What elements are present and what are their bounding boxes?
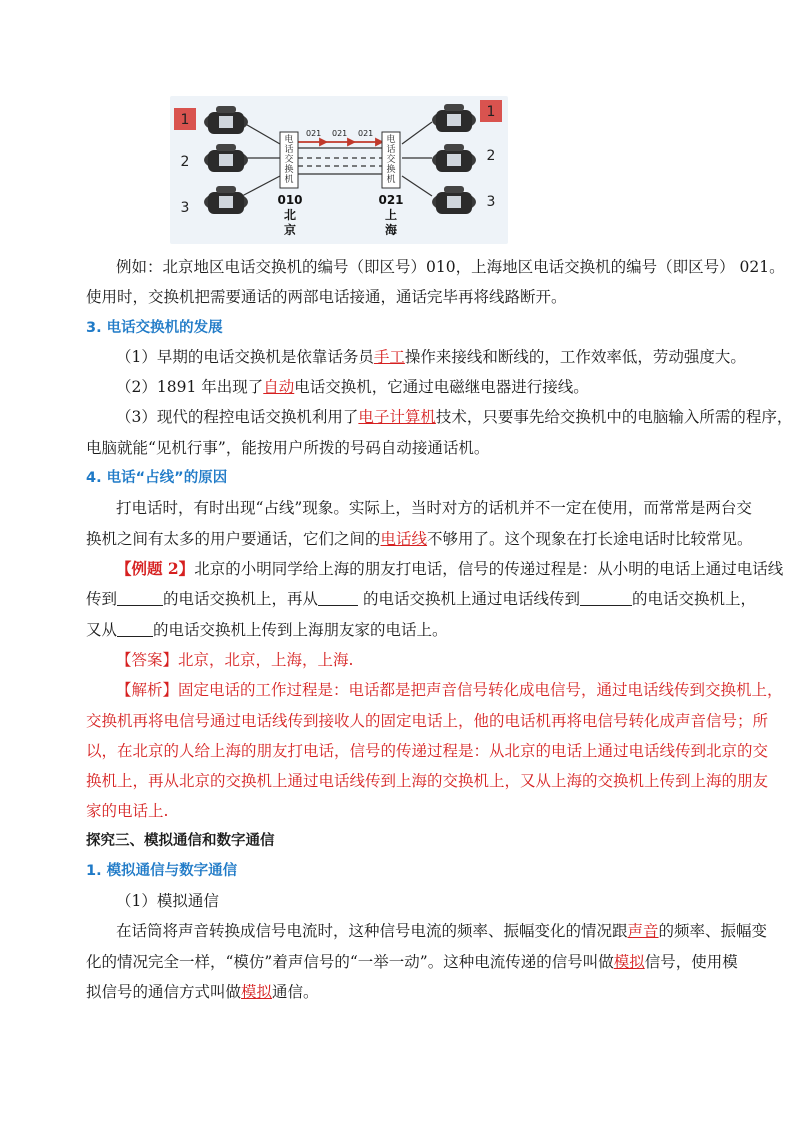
para5-line3: [86, 981, 726, 1003]
para5-keyword-2: 模拟: [613, 953, 645, 971]
item2: [116, 376, 726, 398]
telephone-icon: [204, 186, 248, 214]
analysis-tag: 【解析】: [116, 681, 179, 699]
item3-keyword: 电子计算机: [358, 408, 436, 426]
para5-line1b: 的频率、振幅变: [658, 922, 768, 940]
item1-keyword: 手工: [373, 348, 405, 366]
signal-label-2: 021: [332, 129, 348, 138]
para4-line2: [86, 528, 753, 550]
right-switch-char-2: 话: [386, 145, 396, 155]
para4-line2b: 不够用了。这个现象在打长途电话时比较常见。: [427, 530, 753, 548]
right-switch-char-4: 换: [386, 165, 396, 175]
para5-line2a: 化的情况完全一样，“模仿”着声信号的“一举一动”。这种电流传递的信号叫做: [86, 953, 614, 971]
left-city-1: 北: [283, 208, 297, 222]
para5-keyword-3: 模拟: [241, 983, 273, 1001]
item3-line2: 电脑就能“见机行事”，能按用户所拨的号码自动接通话机。: [86, 439, 490, 457]
para1-line2: 使用时，交换机把需要通话的两部电话接通，通话完毕再将线路断开。: [86, 288, 567, 306]
example-line2d: 的电话交换机上，: [631, 590, 756, 608]
item1: [116, 346, 746, 368]
sub-1: （1）模拟通信: [116, 892, 219, 910]
left-switch-char-2: 话: [284, 145, 294, 155]
analysis-line3: 以，在北京的人给上海的朋友打电话，信号的传递过程是：从北京的电话上通过电话线传到北京的交: [86, 742, 769, 760]
signal-label-1: 021: [306, 129, 322, 138]
right-switch-char-5: 机: [386, 175, 396, 185]
item1-b: 操作来接线和断线的，工作效率低，劳动强度大。: [404, 348, 746, 366]
right-city-2: 海: [384, 223, 398, 237]
right-city-1: 上: [384, 208, 398, 222]
right-number-3: 3: [486, 194, 496, 210]
example-line2a: 传到: [86, 590, 118, 608]
left-switch-char-4: 换: [284, 165, 294, 175]
answer-text: 北京，北京，上海，上海.: [178, 651, 354, 669]
blank-1[interactable]: [117, 589, 163, 606]
analysis-line2: 交换机再将电信号通过电话线传到接收人的固定电话上，他的电话机再将电信号转化成声音信号；所: [86, 712, 769, 730]
para5-line3a: 拟信号的通信方式叫做: [86, 983, 242, 1001]
heading-3-1: 1. 模拟通信与数字通信: [86, 863, 238, 879]
para5-line2: [86, 951, 738, 973]
heading-4: 4. 电话“占线”的原因: [86, 470, 228, 486]
left-switch-char-3: 交: [284, 155, 294, 165]
telephone-icon: [204, 144, 248, 172]
telephone-icon: [432, 144, 476, 172]
example-line3a: 又从: [86, 621, 118, 639]
left-number-1: 1: [180, 112, 190, 128]
telephone-icon: [432, 104, 476, 132]
telephone-icon: [432, 186, 476, 214]
item2-keyword: 自动: [263, 378, 295, 396]
left-number-3: 3: [180, 200, 190, 216]
item3: [116, 406, 793, 428]
example-line3: [86, 619, 726, 641]
left-code: 010: [277, 193, 303, 207]
para4-keyword: 电话线: [380, 530, 428, 548]
exchange-diagram: [170, 96, 508, 244]
left-phones: [204, 106, 248, 214]
right-switch-char-1: 电: [386, 135, 396, 145]
section-3-title: 探究三、模拟通信和数字通信: [86, 833, 275, 849]
analysis-line5: 家的电话上.: [86, 802, 169, 820]
para5-keyword-1: 声音: [627, 922, 659, 940]
item2-b: 电话交换机，它通过电磁继电器进行接线。: [294, 378, 589, 396]
left-number-2: 2: [180, 154, 190, 170]
example-line2b: 的电话交换机上，再从: [163, 590, 319, 608]
right-code: 021: [378, 193, 404, 207]
answer-tag: 【答案】: [116, 651, 179, 669]
answer: [116, 649, 726, 671]
analysis-line1-text: 固定电话的工作过程是：电话都是把声音信号转化成电信号，通过电话线传到交换机上，: [178, 681, 783, 699]
item2-a: （2）1891 年出现了: [116, 378, 264, 396]
heading-3: 3. 电话交换机的发展: [86, 320, 223, 336]
signal-label-3: 021: [358, 129, 374, 138]
right-phones: [432, 104, 476, 214]
example-line1-text: 北京的小明同学给上海的朋友打电话，信号的传递过程是：从小明的电话上通过电话线: [194, 560, 784, 578]
blank-3[interactable]: [580, 589, 632, 606]
item1-a: （1）早期的电话交换机是依靠话务员: [116, 348, 374, 366]
para5-line1a: 在话筒将声音转换成信号电流时，这种信号电流的频率、振幅变化的情况跟: [116, 922, 628, 940]
analysis-line1: [116, 679, 783, 701]
example-line2c: 的电话交换机上通过电话线传到: [358, 590, 580, 608]
example-tag: 【例题 2】: [116, 559, 195, 578]
blank-2[interactable]: [318, 589, 358, 606]
right-number-2: 2: [486, 148, 496, 164]
example-line3b: 的电话交换机上传到上海朋友家的电话上。: [153, 621, 448, 639]
para5-line1: [116, 920, 768, 942]
para4-line2a: 换机之间有太多的用户要通话，它们之间的: [86, 530, 381, 548]
analysis-line4: 换机上，再从北京的交换机上通过电话线传到上海的交换机上，又从上海的交换机上传到上海的朋友: [86, 772, 769, 790]
example-line2: [86, 588, 756, 610]
left-switch-char-1: 电: [284, 135, 294, 145]
right-switch-char-3: 交: [386, 155, 396, 165]
para5-line3b: 通信。: [272, 983, 319, 1001]
item3-b: 技术，只要事先给交换机中的电脑输入所需的程序，: [435, 408, 793, 426]
item3-a: （3）现代的程控电话交换机利用了: [116, 408, 359, 426]
left-city-2: 京: [283, 223, 297, 237]
para1-line1: 例如：北京地区电话交换机的编号（即区号）010，上海地区电话交换机的编号（即区号） 021。: [116, 258, 785, 276]
para5-line2b: 信号，使用模: [644, 953, 738, 971]
right-number-1: 1: [486, 104, 496, 120]
left-switch-char-5: 机: [284, 175, 294, 185]
blank-4[interactable]: [117, 620, 153, 637]
example-line1: [116, 558, 784, 580]
telephone-icon: [204, 106, 248, 134]
telephone-exchange-figure: [170, 96, 508, 244]
para4-line1: 打电话时，有时出现“占线”现象。实际上，当时对方的话机并不一定在使用，而常常是两台交: [116, 499, 752, 517]
